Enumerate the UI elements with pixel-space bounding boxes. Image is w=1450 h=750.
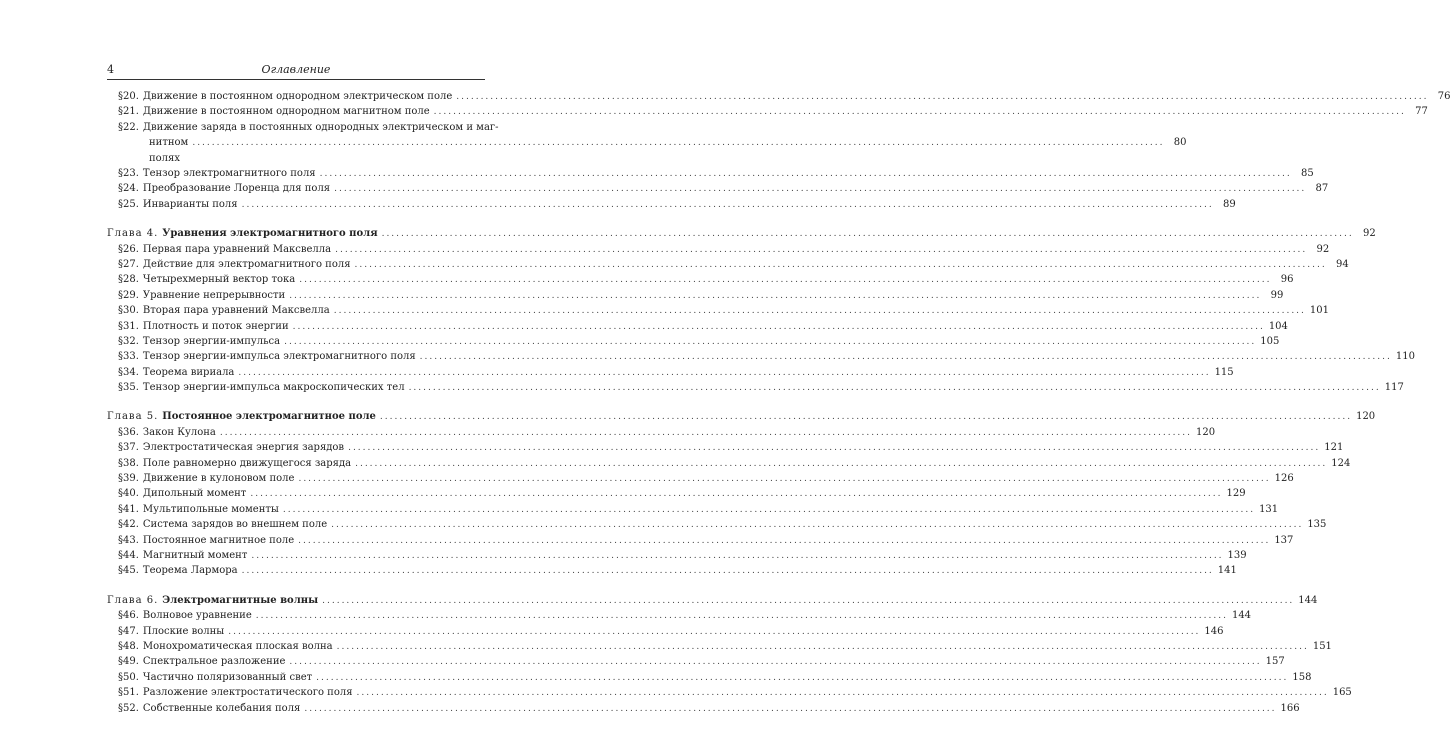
section-title: Инварианты поля [142, 198, 238, 210]
dot-leader: ........................................................................................................................................................................................................ [419, 352, 1392, 363]
section-entry [107, 197, 1236, 212]
section-entry [107, 471, 1294, 486]
section-entry [107, 120, 1187, 166]
section-entry [107, 257, 1349, 272]
section-number: §30. [118, 305, 139, 317]
section-number: §42. [118, 519, 139, 531]
section-page: 151 [1312, 640, 1332, 652]
section-entry [107, 425, 1216, 440]
dot-leader: ........................................................................................................................................................................................................ [336, 641, 1309, 652]
dot-leader: ........................................................................................................................................................................................................ [289, 290, 1262, 301]
dot-leader: ........................................................................................................................................................................................................ [322, 595, 1295, 606]
section-number: §32. [118, 335, 139, 347]
running-header [107, 60, 485, 80]
section-number: §28. [118, 274, 139, 286]
section-number: §44. [118, 549, 139, 561]
section-entry [107, 365, 1234, 380]
section-page: 141 [1217, 565, 1237, 577]
section-entry [107, 181, 1329, 196]
dot-leader: ........................................................................................................................................................................................................ [304, 703, 1277, 714]
section-entry [107, 533, 1294, 548]
section-number: §35. [118, 382, 139, 394]
section-entry [107, 440, 1344, 455]
section-title: Четырехмерный вектор тока [142, 274, 296, 286]
section-page: 115 [1214, 366, 1234, 378]
chapter-page: 120 [1356, 411, 1376, 423]
dot-leader: ........................................................................................................................................................................................................ [251, 550, 1224, 561]
section-number: §49. [118, 656, 139, 668]
section-page: 129 [1226, 488, 1246, 500]
section-title: Плоские волны [142, 625, 225, 637]
section-title: Плотность и поток энергии [142, 320, 289, 332]
section-page: 157 [1265, 656, 1285, 668]
section-number: §45. [118, 565, 139, 577]
section-number: §33. [118, 351, 139, 363]
section-entry [107, 334, 1280, 349]
section-entry [107, 701, 1300, 716]
section-entry [107, 670, 1312, 685]
section-entry [107, 380, 1404, 395]
dot-leader: ........................................................................................................................................................................................................ [289, 657, 1262, 668]
chapter-number: Глава 4. [107, 228, 159, 240]
dot-leader: ........................................................................................................................................................................................................ [282, 504, 1256, 515]
section-page: 94 [1335, 258, 1349, 270]
section-number: §52. [118, 702, 139, 714]
chapter-title: Уравнения электромагнитного поля [162, 228, 378, 240]
chapter-entry [107, 226, 1376, 241]
dot-leader: ........................................................................................................................................................................................................ [192, 138, 1165, 149]
section-number: §46. [118, 610, 139, 622]
dot-leader: ........................................................................................................................................................................................................ [331, 520, 1304, 531]
section-page: 96 [1280, 274, 1294, 286]
dot-leader: ........................................................................................................................................................................................................ [408, 383, 1381, 394]
dot-leader: ........................................................................................................................................................................................................ [433, 107, 1406, 118]
section-number: §24. [118, 183, 139, 195]
section-page: 158 [1292, 671, 1312, 683]
section-number: §39. [118, 473, 139, 485]
section-entry [107, 548, 1247, 563]
dot-leader: ........................................................................................................................................................................................................ [241, 199, 1214, 210]
section-title: Закон Кулона [142, 426, 216, 438]
section-entry [107, 608, 1252, 623]
section-title: Дипольный момент [142, 488, 247, 500]
section-page: 139 [1227, 549, 1247, 561]
section-line-1 [118, 120, 1187, 135]
section-number: §50. [118, 671, 139, 683]
dot-leader: ........................................................................................................................................................................................................ [298, 474, 1271, 485]
section-entry-wrap [118, 120, 1187, 166]
section-entry [107, 288, 1284, 303]
section-page: 146 [1204, 625, 1224, 637]
dot-leader: ........................................................................................................................................................................................................ [298, 535, 1271, 546]
section-entry [107, 272, 1294, 287]
section-title: Первая пара уравнений Максвелла [142, 243, 332, 255]
section-title: Преобразование Лоренца для поля [142, 183, 331, 195]
section-number: §25. [118, 198, 139, 210]
dot-leader: ........................................................................................................................................................................................................ [348, 443, 1321, 454]
section-title: Вторая пара уравнений Максвелла [142, 305, 330, 317]
chapter-page: 92 [1363, 228, 1376, 240]
running-title: Оглавление [261, 63, 331, 76]
section-number: §22. [118, 121, 139, 133]
section-number: §29. [118, 289, 139, 301]
section-title: Уравнение непрерывности [142, 289, 286, 301]
section-number: §43. [118, 534, 139, 546]
section-entry [107, 517, 1327, 532]
section-title: Монохроматическая плоская волна [142, 640, 333, 652]
dot-leader: ........................................................................................................................................................................................................ [379, 412, 1353, 423]
section-page: 104 [1268, 320, 1288, 332]
dot-leader: ........................................................................................................................................................................................................ [292, 321, 1265, 332]
dot-leader: ........................................................................................................................................................................................................ [228, 626, 1201, 637]
section-entry [107, 349, 1415, 364]
section-page: 124 [1331, 457, 1351, 469]
section-page: 76 [1437, 91, 1450, 102]
section-number: §38. [118, 457, 139, 469]
section-page: 131 [1259, 503, 1279, 515]
section-title: Движение в кулоновом поле [142, 473, 295, 485]
section-page: 110 [1395, 351, 1415, 363]
section-title: Волновое уравнение [142, 610, 252, 622]
section-page: 137 [1274, 534, 1294, 546]
section-page: 77 [1415, 106, 1428, 118]
section-number: §23. [118, 168, 139, 179]
section-number: §20. [118, 91, 139, 102]
section-title: Тензор энергии-импульса электромагнитного поля [142, 351, 416, 363]
chapter-entry [107, 409, 1376, 424]
section-page: 87 [1315, 183, 1329, 195]
section-entry [107, 303, 1329, 318]
section-number: §31. [118, 320, 139, 332]
section-entry [107, 166, 1314, 181]
section-title: Разложение электростатического поля [142, 687, 353, 699]
header-rule [107, 79, 485, 80]
section-title: Теорема Лармора [142, 565, 238, 577]
section-title: Поле равномерно движущегося заряда [142, 457, 352, 469]
section-number: §51. [118, 687, 139, 699]
section-entry [107, 319, 1288, 334]
section-number: §26. [118, 243, 139, 255]
chapter-number: Глава 6. [107, 594, 159, 606]
section-page: 165 [1332, 687, 1352, 699]
chapter-entry [107, 593, 1318, 608]
section-title: Мультипольные моменты [142, 503, 279, 515]
section-number: §27. [118, 258, 139, 270]
chapter-title: Электромагнитные волны [162, 594, 319, 606]
chapter-number: Глава 5. [107, 411, 159, 423]
dot-leader: ........................................................................................................................................................................................................ [456, 92, 1429, 102]
section-title: Движение в постоянном однородном магнитном поле [142, 106, 430, 118]
dot-leader: ........................................................................................................................................................................................................ [316, 672, 1289, 683]
dot-leader: ........................................................................................................................................................................................................ [241, 566, 1214, 577]
section-number: §37. [118, 442, 139, 454]
section-title: Электростатическая энергия зарядов [142, 442, 345, 454]
dot-leader: ........................................................................................................................................................................................................ [238, 367, 1211, 378]
chapter-title: Постоянное электромагнитное поле [162, 411, 376, 423]
section-entry [107, 624, 1224, 639]
section-page: 80 [1173, 137, 1187, 149]
dot-leader: ........................................................................................................................................................................................................ [333, 306, 1306, 317]
section-title: Спектральное разложение [142, 656, 286, 668]
section-line-2 [118, 135, 1187, 166]
section-page: 117 [1384, 382, 1404, 394]
section-page: 166 [1280, 702, 1300, 714]
section-number: §41. [118, 503, 139, 515]
section-title: Система зарядов во внешнем поле [142, 519, 328, 531]
section-title: Постоянное магнитное поле [142, 534, 295, 546]
table-of-contents [107, 89, 1450, 716]
dot-leader: ........................................................................................................................................................................................................ [335, 244, 1308, 255]
section-title: Собственные колебания поля [142, 702, 301, 714]
section-page: 105 [1260, 335, 1280, 347]
dot-leader: ........................................................................................................................................................................................................ [255, 611, 1228, 622]
section-page: 89 [1223, 198, 1236, 210]
section-title: Тензор энергии-импульса [142, 335, 281, 347]
section-number: §21. [118, 106, 139, 118]
section-title: Частично поляризованный свет [142, 671, 313, 683]
section-page: 121 [1324, 442, 1344, 454]
section-entry [107, 685, 1352, 700]
section-number: §36. [118, 426, 139, 438]
section-page: 101 [1309, 305, 1329, 317]
section-number: §34. [118, 366, 139, 378]
section-page: 126 [1274, 473, 1294, 485]
section-entry [107, 89, 1450, 104]
page-number: 4 [107, 63, 114, 76]
dot-leader: ........................................................................................................................................................................................................ [356, 688, 1329, 699]
section-entry [107, 639, 1332, 654]
section-page: 99 [1270, 289, 1284, 301]
section-entry [107, 456, 1351, 471]
section-page: 92 [1316, 243, 1330, 255]
section-number: §47. [118, 625, 139, 637]
dot-leader: ........................................................................................................................................................................................................ [219, 427, 1193, 438]
section-number: §48. [118, 640, 139, 652]
section-entry [107, 242, 1330, 257]
section-title: Теорема вириала [142, 366, 235, 378]
dot-leader: ........................................................................................................................................................................................................ [284, 336, 1257, 347]
section-title: Тензор энергии-импульса макроскопических тел [142, 382, 405, 394]
section-entry [107, 654, 1285, 669]
section-title: Движение в постоянном однородном электрическом поле [142, 91, 453, 102]
section-title: Действие для электромагнитного поля [142, 258, 351, 270]
section-entry [107, 104, 1428, 119]
section-title-cont: нитном полях [149, 137, 189, 164]
dot-leader: ........................................................................................................................................................................................................ [319, 169, 1292, 179]
dot-leader: ........................................................................................................................................................................................................ [355, 458, 1328, 469]
section-entry [107, 563, 1237, 578]
section-number: §40. [118, 488, 139, 500]
dot-leader: ........................................................................................................................................................................................................ [299, 275, 1272, 286]
dot-leader: ........................................................................................................................................................................................................ [250, 489, 1223, 500]
section-title: Движение заряда в постоянных однородных электрическом и маг- [142, 121, 499, 133]
section-page: 85 [1301, 168, 1314, 179]
section-title: Тензор электромагнитного поля [142, 168, 316, 179]
section-page: 135 [1307, 519, 1327, 531]
section-title: Магнитный момент [142, 549, 248, 561]
chapter-page: 144 [1298, 594, 1318, 606]
dot-leader: ........................................................................................................................................................................................................ [381, 229, 1354, 240]
section-page: 120 [1196, 426, 1216, 438]
dot-leader: ........................................................................................................................................................................................................ [334, 184, 1307, 195]
section-entry [107, 502, 1279, 517]
section-entry [107, 486, 1246, 501]
dot-leader: ........................................................................................................................................................................................................ [354, 259, 1327, 270]
section-page: 144 [1231, 610, 1252, 622]
